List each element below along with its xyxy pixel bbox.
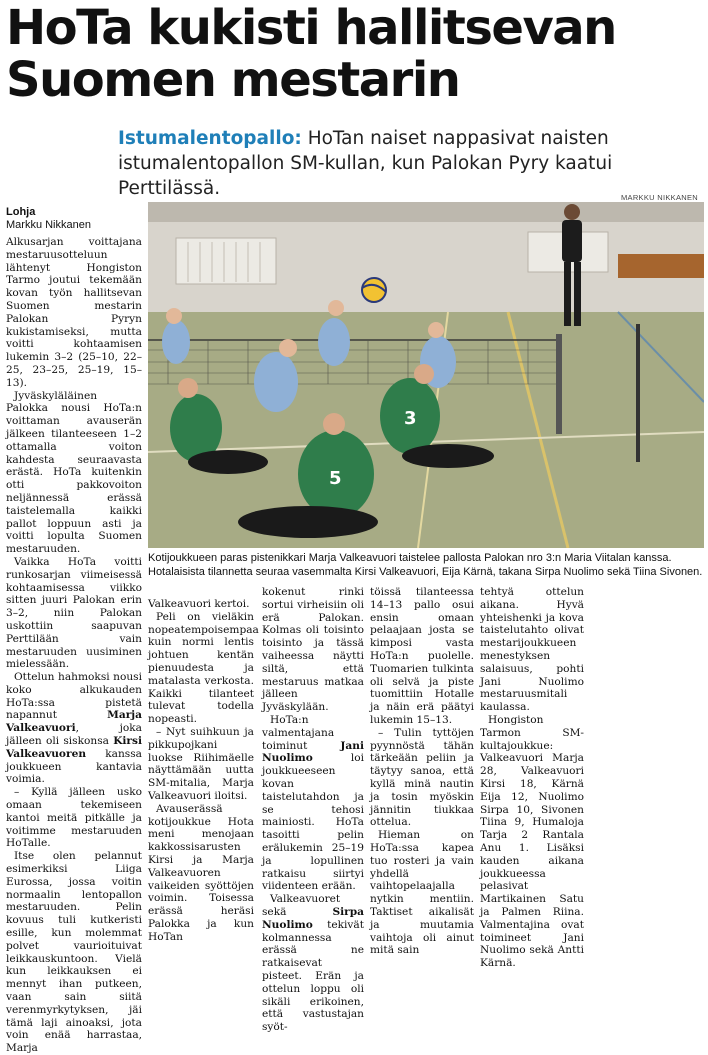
article-paragraph: Itse olen pelannut esimerkiksi Liiga Eurossa, jossa voitin normaalin lentopallon mestaruuden. Pelin kovuus tuli kutkeristi esille, kun molemmat polvet vaurioituivat leikkauskuntoon. Vielä kun leikkauksen ei mennyt ihan putkeen, vaan sain siitä verenmyrkytyksen, jäi tämä laji ainoaksi, jota voin enää harrastaa, Marja — [6, 850, 142, 1055]
photo-credit: MARKKU NIKKANEN — [620, 193, 698, 202]
article-text: loi joukkueeseen kovan taistelutahdon ja se tehosi mainiosti. HoTa tasoitti pelin erälukemin 25–19 ja lopullinen ratkaisu siirtyi viidenteen erään. — [262, 752, 364, 893]
article-paragraph: töissä tilanteessa 14–13 pallo osui ensin omaan pelaajaan josta se kimposi vasta HoTa:n puolelle. Tuomarien tulkinta oli selvä ja piste tuomittiin Hotalle ja näin erä päätyi lukemin 15–13. — [370, 586, 474, 726]
article-text: tekivät kolmannessa erässä ne ratkaisevat pisteet. Erän ja ottelun loppu oli sikäli erikoinen, että vastustajan syöt- — [262, 918, 364, 1034]
article-paragraph: Jyväskyläläinen Palokka nousi HoTa:n voittaman avauserän jälkeen tilanteeseen 1–2 ottamalla voiton kahdesta seuraavasta erästä. HoTa kuitenkin otti pakkovoiton neljännessä erässä taistelemalla kaikki pallot loppuun asti ja voitti lopulta Suomen mestaruuden. — [6, 389, 142, 556]
article-paragraph: kokenut rinki sortui virheisiin oli erä Palokan. Kolmas oli toisinto toisinto ja tässä vaiheessa näytti siltä, että mestaruus matkaa jälleen Jyväskylään. — [262, 586, 364, 714]
article-paragraph: Avauserässä kotijoukkue Hota meni menojaan kakkossisarusten Kirsi ja Marja Valkeavuoren vaikeiden syöttöjen voimin. Toisessa erässä heräsi Palokka ja kun HoTan — [148, 802, 254, 943]
player-name-marja: Marja Valkeavuori — [6, 709, 142, 735]
article-column-4 — [370, 586, 474, 957]
byline-author: Markku Nikkanen — [6, 219, 91, 231]
article-column-2 — [148, 598, 259, 944]
article-paragraph — [262, 714, 364, 893]
byline — [6, 206, 91, 232]
article-paragraph — [6, 671, 142, 786]
article-paragraph: Vaikka HoTa voitti runkosarjan viimeisessä kohtaamisessa viikko sitten juuri Palokan erin 3–2, niin Palokan uskottiin saapuvan Perttilään vain mestaruuden uusiminen mielessään. — [6, 555, 142, 671]
article-paragraph: Hongiston Tarmon SM-kultajoukkue: Valkeavuori Marja 28, Valkeavuori Kirsi 18, Kärnä Eija 12, Nuolimo Sirpa 10, Sivonen Tiina 9, Humaloja Tarja 2 Rantala Anu 1. Lisäksi kauden aikana joukkueessa pelasivat Martikainen Satu ja Palmen Riina. Valmentajina ovat toimineet Jani Nuolimo sekä Antti Kärnä. — [480, 713, 584, 970]
article-column-3 — [262, 586, 364, 1034]
jersey-number-3: 3 — [404, 408, 417, 429]
coach-name: Jani Nuolimo — [262, 739, 364, 765]
headline-line-2: Suomen mestarin — [6, 52, 460, 108]
article-paragraph: Alkusarjan voittajana mestaruusotteluun lähtenyt Hongiston Tarmo joutui tekemään kovan työn hallitsevan Suomen mestarin Palokan Pyryn kukistamiseksi, mutta voitti kohtaamisen lukemin 3–2 (25–10, 22–25, 23–25, 25–19, 15–13). — [6, 236, 142, 389]
sitting-volleyball-photo — [148, 202, 704, 548]
article-text: , joka jälleen oli siskonsa — [6, 722, 142, 748]
article-column-1 — [6, 236, 142, 1055]
player-name-sirpa: Sirpa Nuolimo — [262, 905, 364, 931]
lead-paragraph — [118, 126, 678, 201]
article-paragraph: Valkeavuori kertoi. — [148, 598, 250, 610]
article-paragraph: tehtyä ottelun aikana. Hyvä yhteishenki ja kova taistelutahto olivat mestarijoukkueen menestyksen salaisuus, pohti Jani Nuolimo mestaruusmitali kaulassa. — [480, 586, 584, 714]
headline-line-1: HoTa kukisti hallitsevan — [6, 0, 616, 56]
article-text: Ottelun hahmoksi nousi koko alkukauden HoTa:ssa pistetä napannut — [6, 671, 142, 722]
article-text: kanssa joukkueen kantavia voimia. — [6, 747, 142, 786]
photo-caption: Kotijoukkueen paras pistenikkari Marja Valkeavuori taistelee pallosta Palokan nro 3:n Maria Viitalan kanssa. Hotalaisista tilannetta seuraa vasemmalta Kirsi Valkeavuori, Eija Kärnä, takana Sirpa Nuolimo sekä Tiina Sivonen. — [148, 552, 703, 578]
article-text: HoTa:n valmentajana toiminut — [262, 713, 341, 752]
article-column-5 — [480, 586, 584, 970]
lead-kicker: Istumalentopallo: — [118, 128, 302, 149]
byline-city: Lohja — [6, 206, 36, 218]
article-paragraph: – Tulin tyttöjen pyynnöstä tähän tärkeään peliin ja täytyy sanoa, että kyllä minä nautin ja tosin myöskin jännitin tiukkaa ottelua. — [370, 726, 474, 829]
lead-text: HoTan naiset nappasivat naisten istumalentopallon SM-kullan, kun Palokan Pyry kaatui Perttilässä. — [118, 128, 613, 199]
article-photo — [148, 202, 704, 548]
article-paragraph: Hieman on HoTa:ssa kapea tuo rosteri ja vain yhdellä vaihtopelaajalla nytkin mentiin. Taktiset aikalisät ja muutamia vaihtoja oli ainut mitä sain — [370, 829, 474, 957]
article-text: Valkeavuoret sekä — [262, 893, 341, 918]
article-paragraph: – Nyt suihkuun ja pikkupojkani luokse Riihimäelle näyttämään uutta SM-mitalia, Marja Valkeavuori iloitsi. — [148, 725, 254, 802]
article-paragraph: Peli on vieläkin nopeatempoisempaa kuin normi lentis johtuen kentän pienuudesta ja matalasta verkosta. Kaikki tilanteet tulevat todella nopeasti. — [148, 610, 259, 726]
player-name-kirsi: Kirsi Valkeavuoren — [6, 735, 142, 760]
article-paragraph — [262, 893, 364, 1034]
headline — [6, 2, 706, 106]
jersey-number-5: 5 — [329, 468, 342, 489]
article-paragraph: – Kyllä jälleen usko omaan tekemiseen kantoi meitä pitkälle ja voitimme mestaruuden HoTalle. — [6, 786, 142, 850]
